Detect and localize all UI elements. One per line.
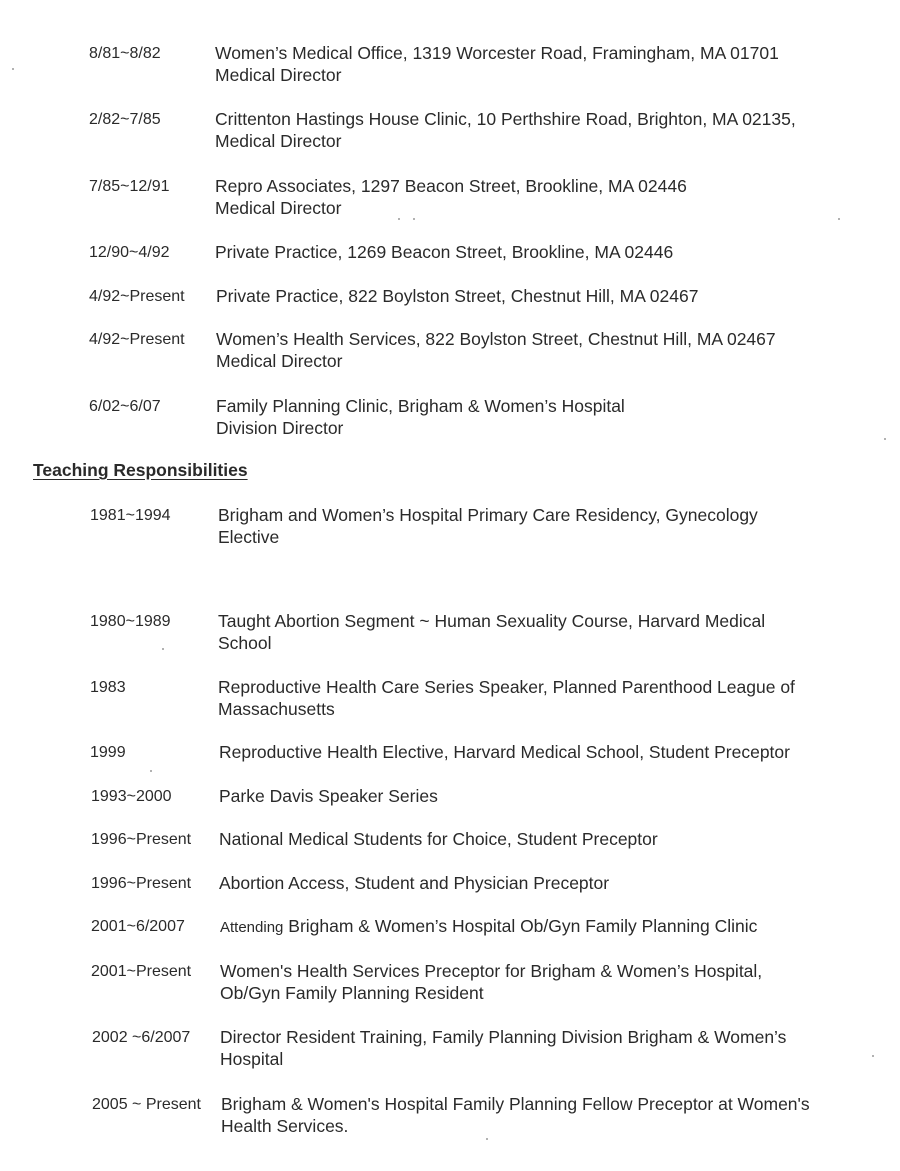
entry-line: Reproductive Health Care Series Speaker, Planned Parenthood League of <box>218 677 795 697</box>
entry-line: Parke Davis Speaker Series <box>219 786 438 806</box>
scan-speck <box>486 1138 488 1140</box>
entry-line: Repro Associates, 1297 Beacon Street, Brookline, MA 02446 <box>215 176 687 196</box>
entry-date: 1999 <box>90 744 126 761</box>
scan-speck <box>838 218 840 220</box>
entry-line: Ob/Gyn Family Planning Resident <box>220 983 484 1003</box>
entry-line: Brigham & Women's Hospital Family Planning Fellow Preceptor at Women's <box>221 1094 810 1114</box>
entry-line: Brigham and Women’s Hospital Primary Care Residency, Gynecology <box>218 505 758 525</box>
entry-date: 2001~Present <box>91 963 192 980</box>
entry-line: Crittenton Hastings House Clinic, 10 Perthshire Road, Brighton, MA 02135, <box>215 109 796 129</box>
entry-date: 7/85~12/91 <box>89 178 170 195</box>
entry-line: Elective <box>218 527 280 547</box>
entry-date: 8/81~8/82 <box>89 45 161 62</box>
entry-date: 2001~6/2007 <box>91 918 185 935</box>
scan-speck <box>150 770 152 772</box>
entry-line: Family Planning Clinic, Brigham & Women’s Hospital <box>216 396 625 416</box>
entry-date: 1996~Present <box>91 831 192 848</box>
entry-line: Brigham & Women’s Hospital Ob/Gyn Family Planning Clinic <box>288 916 758 936</box>
scan-speck <box>162 648 164 650</box>
entry-date: 2/82~7/85 <box>89 111 161 128</box>
scan-speck <box>398 218 400 220</box>
entry-date: 1981~1994 <box>90 507 171 524</box>
scan-speck <box>12 68 14 70</box>
entry-line: Taught Abortion Segment ~ Human Sexuality Course, Harvard Medical <box>218 611 766 631</box>
entry-line: Massachusetts <box>218 699 335 719</box>
entry-line: Hospital <box>220 1049 284 1069</box>
entry-line: Medical Director <box>215 131 342 151</box>
scan-speck <box>872 1055 874 1057</box>
entry-date: 4/92~Present <box>89 331 185 348</box>
entry-date: 4/92~Present <box>89 288 185 305</box>
entry-prefix: Attending <box>220 919 284 936</box>
entry-line: Medical Director <box>215 65 342 85</box>
entry-line: Director Resident Training, Family Planning Division Brigham & Women’s <box>220 1027 787 1047</box>
entry-date: 1983 <box>90 679 126 696</box>
entry-line: Division Director <box>216 418 344 438</box>
scan-speck <box>413 218 415 220</box>
entry-line: Health Services. <box>221 1116 349 1136</box>
entry-date: 2002 ~6/2007 <box>92 1029 191 1046</box>
entry-line: Private Practice, 822 Boylston Street, Chestnut Hill, MA 02467 <box>216 286 699 306</box>
entry-line: Medical Director <box>215 198 342 218</box>
entry-line: Medical Director <box>216 351 343 371</box>
entry-date: 12/90~4/92 <box>89 244 170 261</box>
teaching-heading: Teaching Responsibilities <box>33 460 248 480</box>
entry-line: National Medical Students for Choice, Student Preceptor <box>219 829 658 849</box>
scan-speck <box>884 438 886 440</box>
entry-line: Women’s Medical Office, 1319 Worcester Road, Framingham, MA 01701 <box>215 43 779 63</box>
entry-date: 6/02~6/07 <box>89 398 161 415</box>
entry-line: Women's Health Services Preceptor for Brigham & Women’s Hospital, <box>220 961 763 981</box>
entry-line: Private Practice, 1269 Beacon Street, Brookline, MA 02446 <box>215 242 674 262</box>
entry-line: School <box>218 633 272 653</box>
entry-line: Women’s Health Services, 822 Boylston Street, Chestnut Hill, MA 02467 <box>216 329 776 349</box>
entry-date: 2005 ~ Present <box>92 1096 201 1113</box>
entry-line: Reproductive Health Elective, Harvard Medical School, Student Preceptor <box>219 742 790 762</box>
entry-date: 1993~2000 <box>91 788 172 805</box>
entry-date: 1996~Present <box>91 875 192 892</box>
entry-line: Abortion Access, Student and Physician Preceptor <box>219 873 610 893</box>
entry-date: 1980~1989 <box>90 613 171 630</box>
